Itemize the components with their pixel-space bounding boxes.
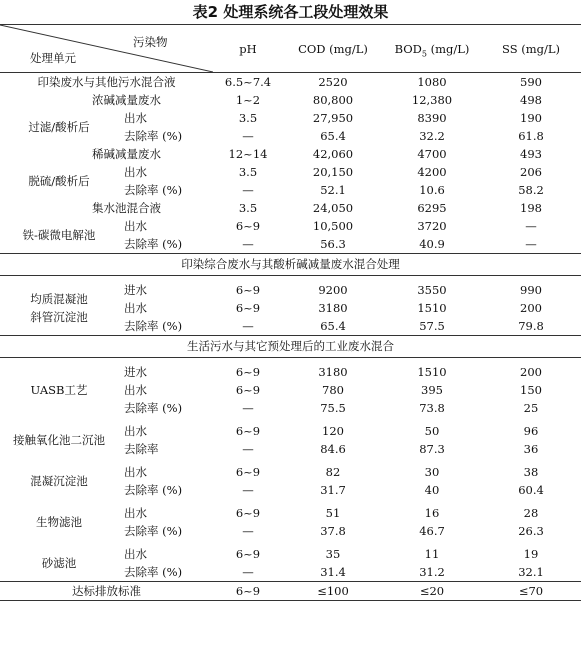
cell-bod: 395: [421, 383, 443, 397]
table-row: [0, 145, 581, 163]
cell-bod: 40.9: [419, 237, 445, 251]
cell-ph: 6~9: [235, 547, 261, 561]
cell-ss: 200: [520, 301, 542, 315]
cell-bod: 73.8: [419, 401, 445, 415]
cell-bod: 11: [424, 547, 440, 561]
cell-cod: 10,500: [312, 219, 354, 233]
cell-cod: 9200: [318, 283, 348, 297]
group-label: 混凝沉淀池: [30, 474, 88, 488]
cell-ph: —: [242, 237, 254, 251]
row-sublabel: 去除率 (%): [124, 401, 183, 415]
cell-cod: 51: [325, 506, 341, 520]
cell-bod: 46.7: [419, 524, 445, 538]
cell-bod: 3550: [417, 283, 447, 297]
header-ph: pH: [239, 41, 257, 56]
row-sublabel: 去除率 (%): [124, 319, 183, 333]
section-header-row: [0, 254, 581, 276]
group-label-line: 斜管沉淀池: [30, 310, 88, 324]
row-label: 稀碱减量废水: [92, 147, 161, 161]
cell-ph: 6~9: [235, 283, 261, 297]
cell-ss: 26.3: [518, 524, 544, 538]
cell-ss: —: [525, 219, 537, 233]
cell-cod: ≤100: [317, 584, 349, 598]
group-label-line: 均质混凝池: [30, 292, 88, 306]
row-label: 浓碱减量废水: [92, 93, 161, 107]
cell-bod: 1510: [417, 365, 447, 379]
cell-ss: 32.1: [518, 565, 544, 579]
cell-ph: 6~9: [235, 365, 261, 379]
cell-bod: 4700: [417, 147, 447, 161]
header-unit: 处理单元: [30, 51, 76, 65]
cell-cod: 27,950: [312, 111, 354, 125]
diagonal-header-cell: [0, 25, 213, 73]
cell-bod: 10.6: [419, 183, 445, 197]
cell-ss: 96: [523, 424, 539, 438]
cell-bod: 1080: [417, 75, 447, 89]
group-label: 砂滤池: [41, 556, 77, 570]
cell-ss: 590: [520, 75, 542, 89]
table-row: [0, 163, 581, 181]
cell-ph: 6.5~7.4: [224, 75, 272, 89]
cell-bod: 31.2: [419, 565, 445, 579]
cell-bod: 40: [424, 483, 440, 497]
cell-bod: 1510: [417, 301, 447, 315]
header-bod-text: BOD: [394, 41, 422, 56]
table-row: [0, 363, 581, 381]
cell-ss: 25: [523, 401, 539, 415]
table-row: [0, 73, 581, 92]
cell-bod: 50: [424, 424, 440, 438]
cell-cod: 82: [325, 465, 341, 479]
row-sublabel: 去除率: [124, 442, 159, 456]
cell-ph: —: [242, 319, 254, 333]
header-pollutant: 污染物: [133, 35, 168, 49]
row-sublabel: 去除率 (%): [124, 524, 183, 538]
row-sublabel: 出水: [124, 465, 147, 479]
section-title: 生活污水与其它预处理后的工业废水混合: [187, 339, 394, 353]
row-label: 达标排放标准: [72, 584, 141, 598]
table-row: [0, 109, 581, 127]
cell-bod: 3720: [417, 219, 447, 233]
cell-cod: 80,800: [312, 93, 354, 107]
table-row: [0, 422, 581, 440]
table-row: [0, 281, 581, 299]
row-sublabel: 出水: [124, 165, 147, 179]
cell-cod: 56.3: [320, 237, 346, 251]
row-sublabel: 去除率 (%): [124, 565, 183, 579]
cell-cod: 37.8: [320, 524, 346, 538]
row-sublabel: 去除率 (%): [124, 483, 183, 497]
cell-ph: —: [242, 565, 254, 579]
results-table: [0, 24, 581, 601]
cell-ph: 6~9: [235, 465, 261, 479]
table-row: [0, 463, 581, 481]
group-label: UASB工艺: [30, 383, 88, 397]
table-row: [0, 199, 581, 217]
group-label: 过滤/酸析后: [28, 120, 90, 134]
header-cod: COD (mg/L): [298, 41, 368, 56]
cell-ss: 150: [520, 383, 542, 397]
section-header-row: [0, 336, 581, 358]
cell-bod: 32.2: [419, 129, 445, 143]
row-sublabel: 进水: [124, 365, 147, 379]
header-bod: [383, 25, 481, 73]
cell-ph: 1~2: [235, 93, 261, 107]
cell-ss: ≤70: [518, 584, 544, 598]
cell-ss: 36: [523, 442, 539, 456]
cell-ph: —: [242, 401, 254, 415]
table-title: 表2 处理系统各工段处理效果: [192, 3, 389, 21]
header-ss: SS (mg/L): [502, 41, 560, 56]
cell-bod: ≤20: [419, 584, 445, 598]
table-row: [0, 217, 581, 235]
row-sublabel: 出水: [124, 219, 147, 233]
cell-ph: 6~9: [235, 424, 261, 438]
header-bod-unit: (mg/L): [427, 41, 470, 56]
row-sublabel: 出水: [124, 111, 147, 125]
cell-ss: 58.2: [518, 183, 544, 197]
cell-bod: 6295: [417, 201, 447, 215]
cell-ss: 198: [520, 201, 542, 215]
cell-cod: 3180: [318, 301, 348, 315]
cell-bod: 16: [424, 506, 440, 520]
cell-ss: 61.8: [518, 129, 544, 143]
cell-ph: 6~9: [235, 584, 261, 598]
header-bod-sub: 5: [421, 48, 427, 58]
cell-bod: 4200: [417, 165, 447, 179]
row-sublabel: 出水: [124, 506, 147, 520]
section-title: 印染综合废水与其酸析碱减量废水混合处理: [181, 257, 400, 271]
cell-cod: 24,050: [312, 201, 354, 215]
cell-bod: 87.3: [419, 442, 445, 456]
row-sublabel: 出水: [124, 424, 147, 438]
standard-row: [0, 582, 581, 601]
row-label: 印染废水与其他污水混合液: [37, 75, 176, 89]
cell-cod: 20,150: [312, 165, 354, 179]
table-row: [0, 91, 581, 109]
cell-ph: —: [242, 524, 254, 538]
cell-cod: 31.4: [320, 565, 346, 579]
row-sublabel: 去除率 (%): [124, 183, 183, 197]
cell-bod: 12,380: [411, 93, 453, 107]
cell-cod: 120: [322, 424, 344, 438]
row-sublabel: 去除率 (%): [124, 129, 183, 143]
cell-cod: 3180: [318, 365, 348, 379]
row-sublabel: 出水: [124, 301, 147, 315]
group-label: [0, 281, 118, 336]
group-label: 生物滤池: [36, 515, 82, 529]
cell-ss: 28: [523, 506, 539, 520]
cell-cod: 2520: [318, 75, 348, 89]
cell-ss: 19: [523, 547, 539, 561]
cell-cod: 65.4: [320, 319, 346, 333]
row-sublabel: 出水: [124, 383, 147, 397]
cell-ph: —: [242, 129, 254, 143]
cell-ss: 990: [520, 283, 542, 297]
cell-ss: 200: [520, 365, 542, 379]
cell-ss: —: [525, 237, 537, 251]
table-row: [0, 504, 581, 522]
row-sublabel: 进水: [124, 283, 147, 297]
cell-ss: 498: [520, 93, 542, 107]
group-label: 铁-碳微电解池: [22, 228, 96, 242]
cell-cod: 84.6: [320, 442, 346, 456]
cell-ph: 3.5: [238, 165, 258, 179]
cell-ph: 3.5: [238, 201, 258, 215]
cell-cod: 42,060: [312, 147, 354, 161]
cell-cod: 65.4: [320, 129, 346, 143]
cell-ss: 190: [520, 111, 542, 125]
table-row: [0, 545, 581, 563]
cell-ph: —: [242, 183, 254, 197]
cell-cod: 31.7: [320, 483, 346, 497]
cell-ph: 12~14: [228, 147, 268, 161]
cell-ph: —: [242, 483, 254, 497]
cell-ph: 6~9: [235, 506, 261, 520]
cell-cod: 780: [322, 383, 344, 397]
cell-ph: —: [242, 442, 254, 456]
cell-ph: 6~9: [235, 383, 261, 397]
row-sublabel: 去除率 (%): [124, 237, 183, 251]
cell-bod: 30: [424, 465, 440, 479]
group-label: 脱硫/酸析后: [28, 174, 90, 188]
cell-ss: 38: [523, 465, 539, 479]
cell-ph: 6~9: [235, 219, 261, 233]
cell-ss: 60.4: [518, 483, 544, 497]
cell-cod: 75.5: [320, 401, 346, 415]
cell-ss: 79.8: [518, 319, 544, 333]
cell-cod: 52.1: [320, 183, 346, 197]
cell-cod: 35: [325, 547, 341, 561]
row-label: 集水池混合液: [92, 201, 161, 215]
cell-ph: 6~9: [235, 301, 261, 315]
cell-ss: 493: [520, 147, 542, 161]
cell-ph: 3.5: [238, 111, 258, 125]
cell-bod: 57.5: [419, 319, 445, 333]
cell-bod: 8390: [417, 111, 447, 125]
header-row: [0, 25, 581, 73]
cell-ss: 206: [520, 165, 542, 179]
group-label: 接触氧化池二沉池: [13, 433, 105, 447]
row-sublabel: 出水: [124, 547, 147, 561]
